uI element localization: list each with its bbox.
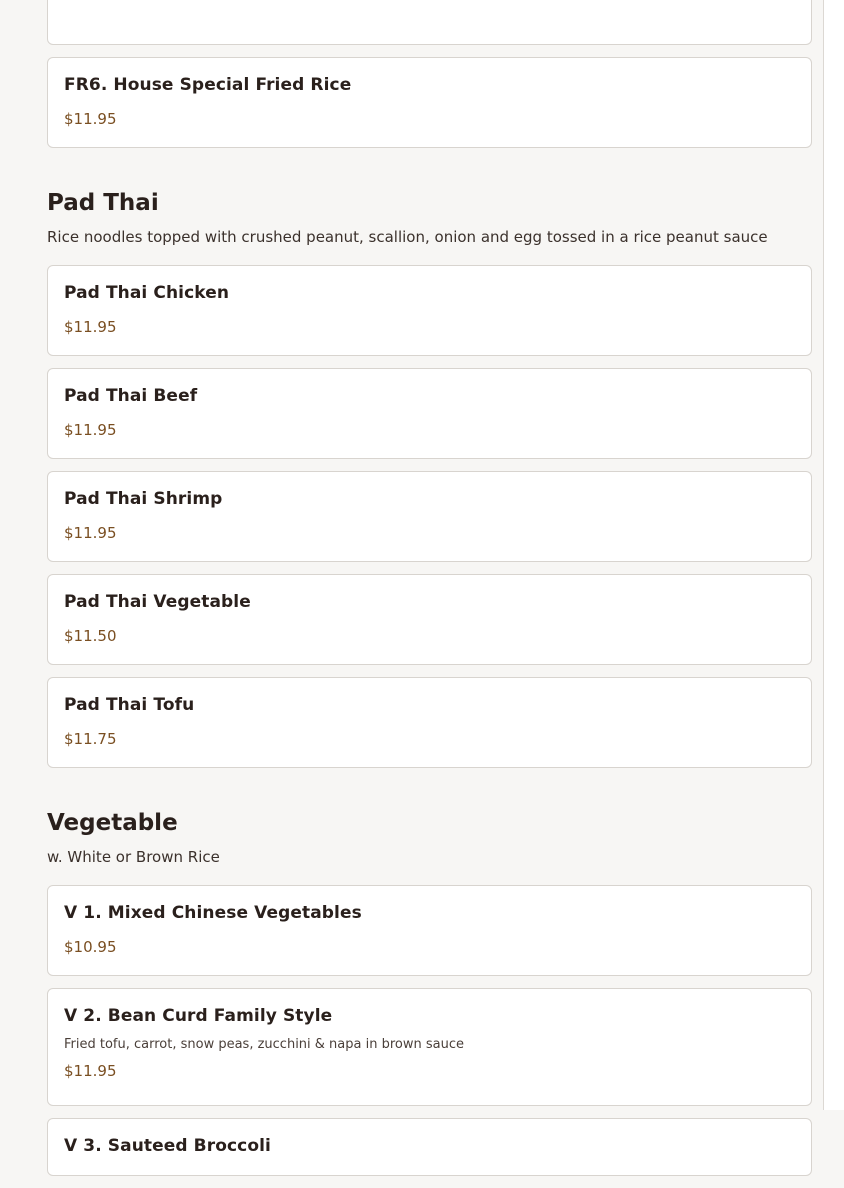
menu-item-card[interactable]: [47, 885, 812, 976]
menu-item-price: $11.95: [64, 524, 117, 542]
menu-item-name: V 3. Sauteed Broccoli: [64, 1136, 271, 1156]
menu-item-name: Pad Thai Chicken: [64, 283, 230, 303]
menu-item-price: $11.95: [64, 421, 117, 439]
menu-item-price: $10.95: [64, 938, 117, 956]
section-description: w. White or Brown Rice: [47, 848, 220, 866]
menu-item-name: Pad Thai Beef: [64, 386, 198, 406]
menu-item-card[interactable]: [47, 677, 812, 768]
menu-item-price: $11.75: [64, 730, 117, 748]
menu-item-card[interactable]: [47, 988, 812, 1106]
menu-item-card[interactable]: [47, 0, 812, 45]
section-description: Rice noodles topped with crushed peanut, scallion, onion and egg tossed in a rice peanut sauce: [47, 228, 768, 246]
menu-item-name: Pad Thai Shrimp: [64, 489, 223, 509]
menu-item-price: $11.50: [64, 627, 117, 645]
menu-list: [47, 0, 812, 1188]
menu-item-card[interactable]: [47, 574, 812, 665]
menu-item-name: FR6. House Special Fried Rice: [64, 75, 352, 95]
section-title: Pad Thai: [47, 190, 159, 216]
menu-section-pad-thai: [47, 160, 812, 768]
menu-item-card[interactable]: [47, 57, 812, 148]
menu-section-vegetable: [47, 780, 812, 1176]
menu-item-description: Fried tofu, carrot, snow peas, zucchini & napa in brown sauce: [64, 1037, 464, 1052]
menu-item-card[interactable]: [47, 471, 812, 562]
menu-item-price: $11.95: [64, 1062, 117, 1080]
menu-item-card[interactable]: [47, 1118, 812, 1176]
right-sidebar-edge: [823, 0, 844, 1110]
menu-item-name: Pad Thai Tofu: [64, 695, 195, 715]
menu-item-price: $11.95: [64, 110, 117, 128]
menu-item-name: V 1. Mixed Chinese Vegetables: [64, 903, 362, 923]
menu-item-card[interactable]: [47, 368, 812, 459]
menu-item-name: Pad Thai Vegetable: [64, 592, 251, 612]
menu-item-card[interactable]: [47, 265, 812, 356]
menu-item-price: $11.95: [64, 318, 117, 336]
menu-item-name: V 2. Bean Curd Family Style: [64, 1006, 333, 1026]
section-title: Vegetable: [47, 810, 178, 836]
